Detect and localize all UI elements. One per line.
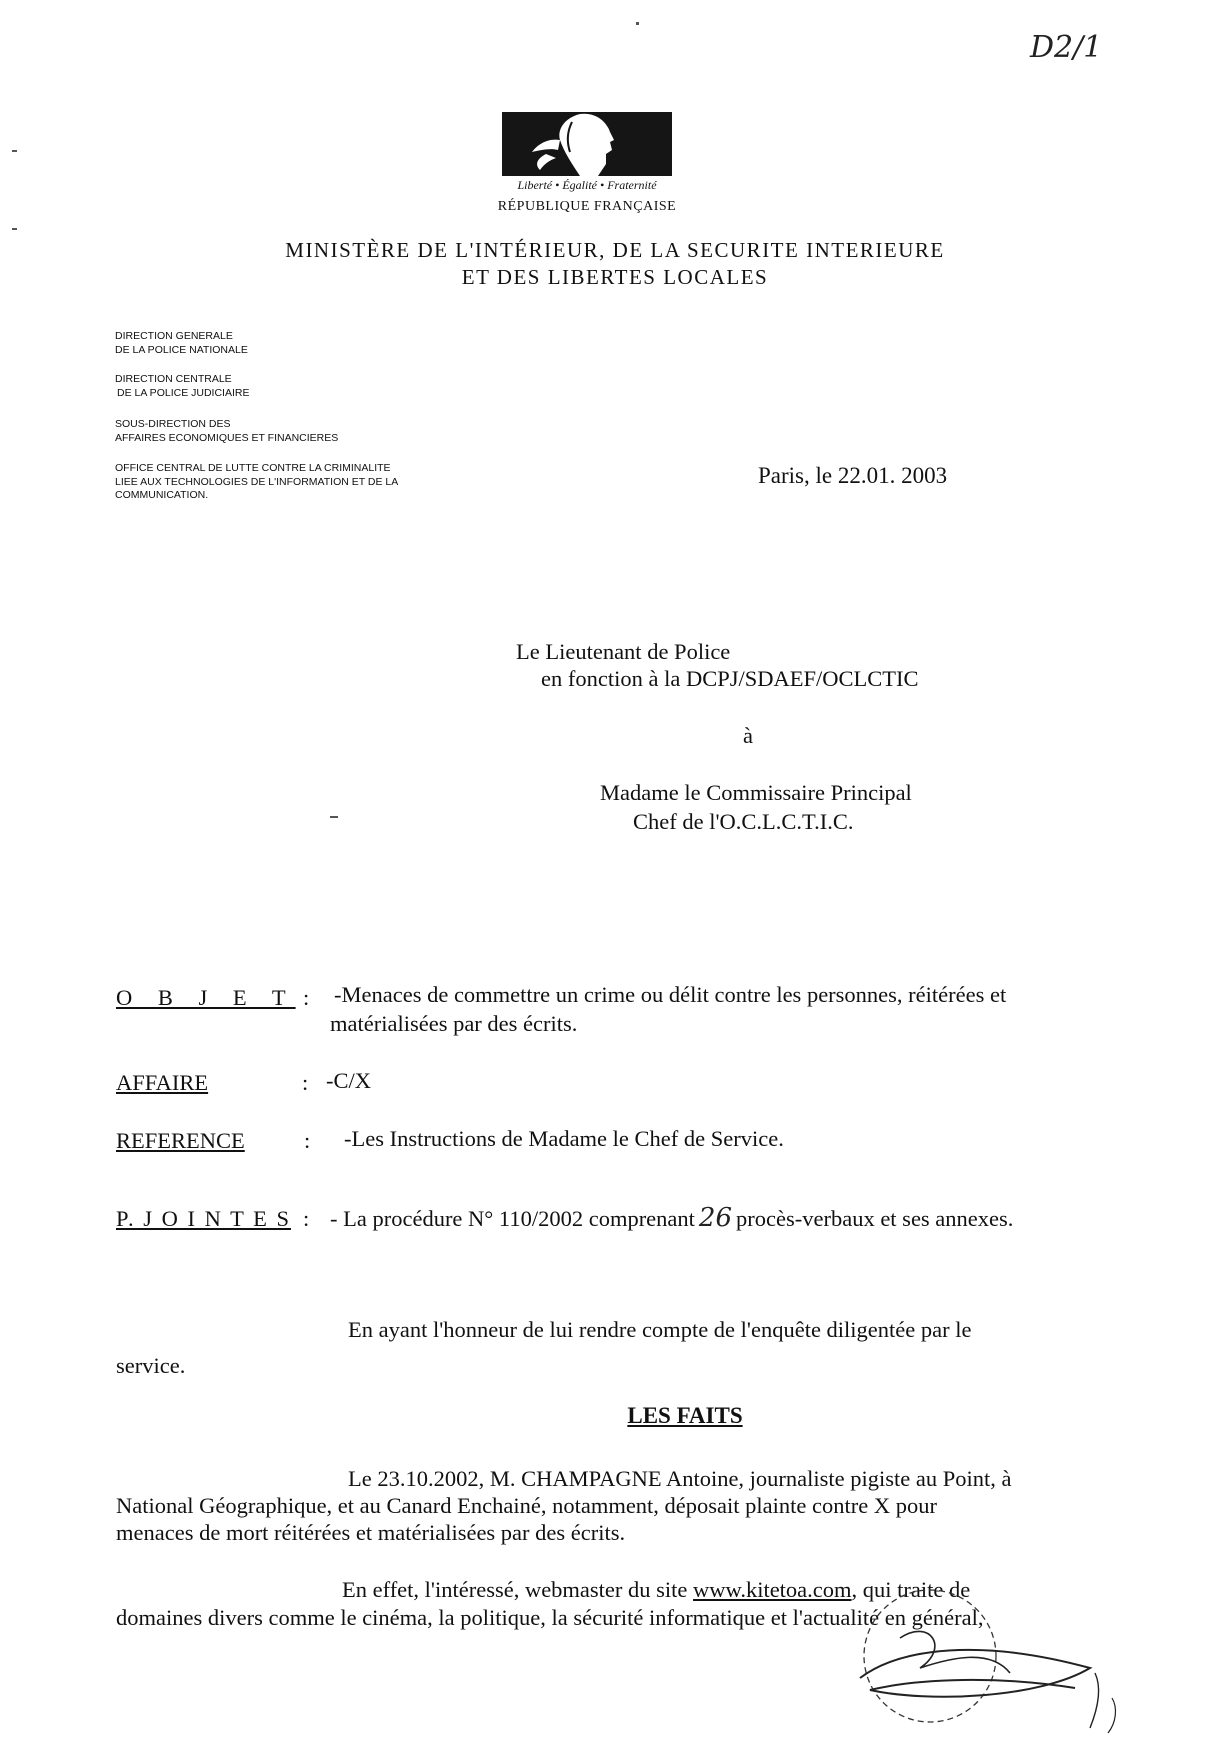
section-title: LES FAITS [627,1403,743,1428]
letter-date: Paris, le 22.01. 2003 [758,463,948,488]
direction-line: LIEE AUX TECHNOLOGIES DE L'INFORMATION ET DE LA [115,475,399,488]
intro-line-1: En ayant l'honneur de lui rendre compte de l'enquête diligentée par le [348,1317,972,1342]
pjointes-label: P. J O I N T E S [116,1206,291,1231]
ministry-line-1: MINISTÈRE DE L'INTÉRIEUR, DE LA SECURITE INTERIEURE [285,238,945,262]
direction-block [115,418,338,445]
direction-block [115,373,249,400]
republic-name: RÉPUBLIQUE FRANÇAISE [497,199,677,214]
scan-speck [12,150,17,152]
direction-block [115,330,248,357]
ministry-line-2: ET DES LIBERTES LOCALES [461,265,769,289]
signature-stamp-icon [840,1578,1140,1738]
direction-line: COMMUNICATION. [115,489,209,501]
affaire-separator: : [302,1070,309,1095]
direction-line: DE LA POLICE NATIONALE [115,343,248,356]
to-word: à [743,723,753,748]
pjointes-value-text: - La procédure N° 110/2002 comprenant [330,1206,695,1231]
para1-line-1: Le 23.10.2002, M. CHAMPAGNE Antoine, journaliste pigiste au Point, à [348,1466,1012,1491]
direction-line: AFFAIRES ECONOMIQUES ET FINANCIERES [115,431,339,444]
recipient-line-2: Chef de l'O.C.L.C.T.I.C. [633,809,854,834]
objet-label: O B J E T [116,985,296,1010]
pjointes-handwritten-count: 26 [698,1203,733,1233]
direction-line: SOUS-DIRECTION DES [115,418,231,430]
scan-speck [636,22,639,25]
reference-value: -Les Instructions de Madame le Chef de Service. [344,1126,784,1151]
pjointes-value-text: procès-verbaux et ses annexes. [736,1206,1014,1231]
direction-line: DIRECTION CENTRALE [115,373,232,385]
republic-motto: Liberté • Égalité • Fraternité [517,178,657,192]
pjointes-value [330,1203,1013,1233]
site-link[interactable]: www.kitetoa.com [693,1577,852,1602]
recipient-line-1: Madame le Commissaire Principal [600,780,912,805]
direction-line: DIRECTION GENERALE [115,330,233,342]
marianne-logo [502,112,672,176]
marianne-profile-icon [502,112,672,176]
intro-line-2: service. [116,1353,186,1378]
sender-line-2: en fonction à la DCPJ/SDAEF/OCLCTIC [541,666,919,691]
pjointes-separator: : [303,1206,310,1231]
objet-separator: : [303,985,310,1010]
direction-line: DE LA POLICE JUDICIAIRE [117,386,250,399]
objet-value-line-2: matérialisées par des écrits. [330,1011,578,1036]
objet-value-line-1: -Menaces de commettre un crime ou délit contre les personnes, réitérées et [334,982,1007,1007]
ministry-heading [200,237,1030,291]
affaire-value: -C/X [326,1068,371,1093]
para1-line-2: National Géographique, et au Canard Enchainé, notamment, déposait plainte contre X pour [116,1493,937,1518]
direction-block [115,462,398,503]
page-annotation: D2/1 [1030,30,1103,65]
affaire-label: AFFAIRE [116,1070,209,1095]
para1-line-3: menaces de mort réitérées et matérialisées par des écrits. [116,1520,626,1545]
sender-line-1: Le Lieutenant de Police [516,639,731,664]
reference-label: REFERENCE [116,1128,245,1153]
reference-separator: : [304,1128,311,1153]
direction-line: OFFICE CENTRAL DE LUTTE CONTRE LA CRIMINALITE [115,462,391,474]
scan-speck [12,228,17,230]
scan-speck [330,816,338,818]
para2-text: , qui traite de [851,1577,971,1602]
para2-line-2: domaines divers comme le cinéma, la politique, la sécurité informatique et l'actualité en général, [116,1605,984,1630]
para2-text: En effet, l'intéressé, webmaster du site [342,1577,688,1602]
